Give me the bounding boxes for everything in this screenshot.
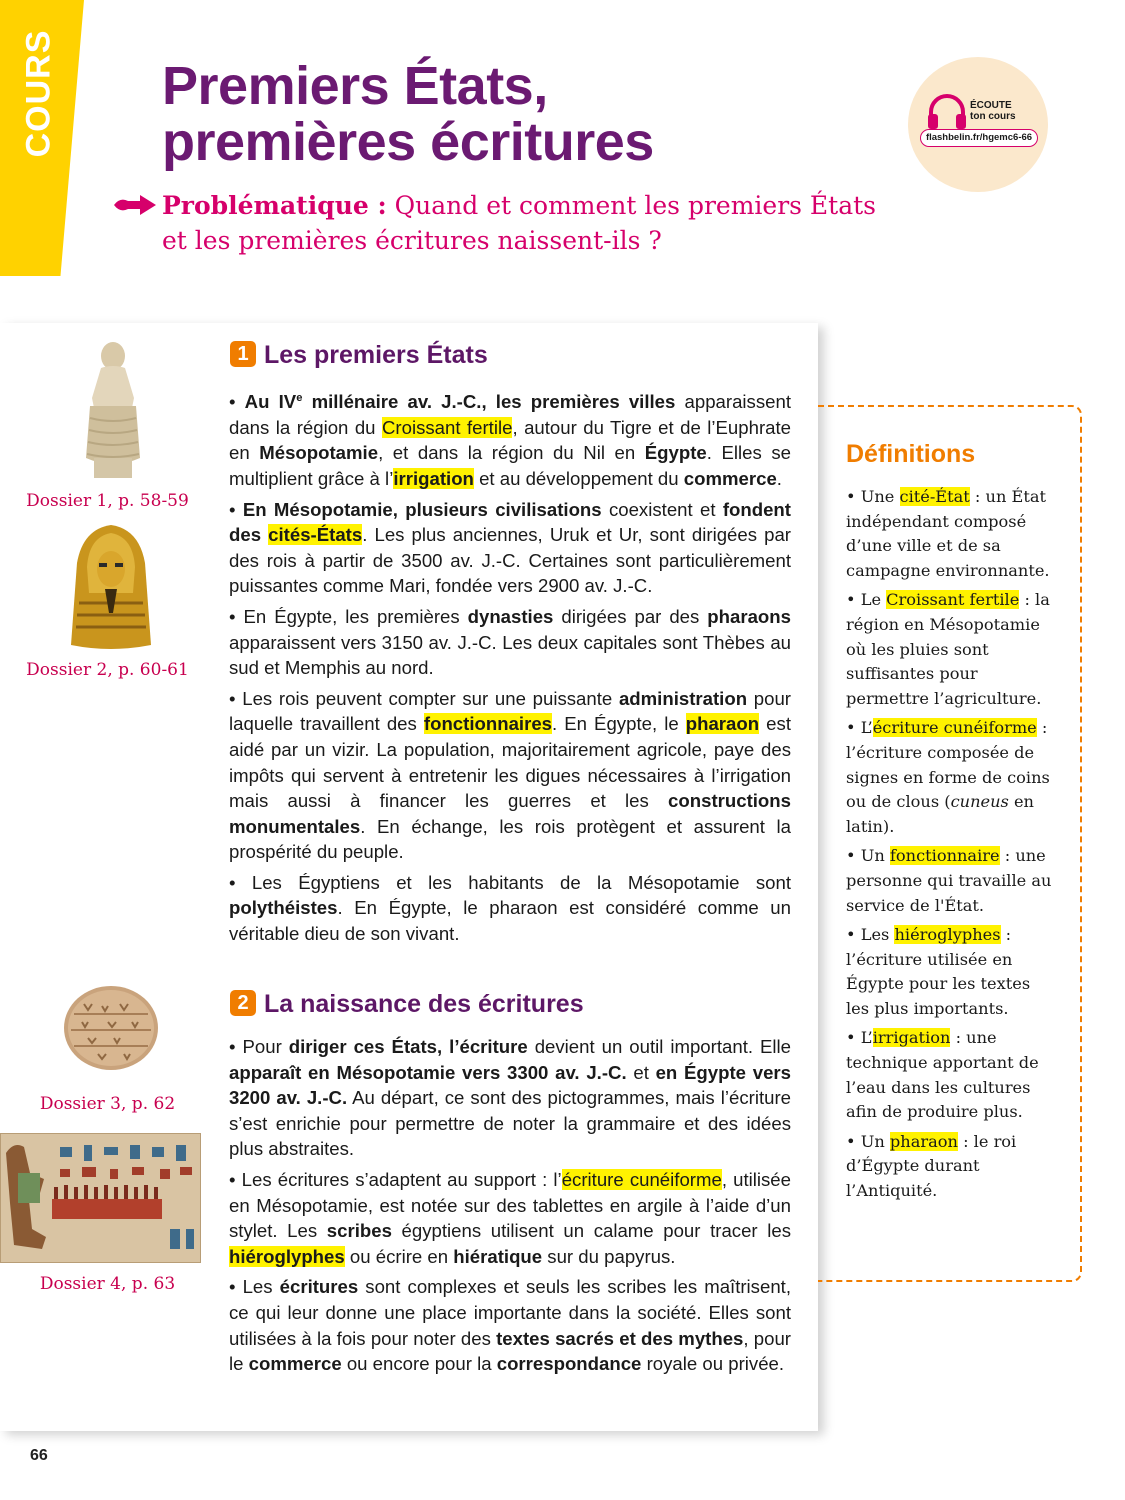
text-run: . Les plus anciennes, Uruk et Ur, sont dirigées par des rois à partir de 3500 av. J.-C. Certaines sont particulièrement puissantes comme Mari, fondée vers 2900 av. J.-C.	[229, 524, 791, 597]
section-2-number: 2	[230, 990, 256, 1016]
text-run: , pour le	[229, 1327, 791, 1375]
paragraph	[229, 604, 791, 681]
problematique-label: Problématique :	[162, 191, 387, 220]
section-2-title: La naissance des écritures	[264, 990, 584, 1018]
text-run: • Une	[846, 487, 900, 506]
bold-text: En Mésopotamie, plusieurs civilisations	[242, 498, 602, 520]
bold-text: commerce	[248, 1353, 342, 1375]
definitions-list	[846, 485, 1052, 1209]
audio-link[interactable]: flashbelin.fr/hgemc6-66	[920, 129, 1038, 147]
page-number: 66	[30, 1447, 48, 1464]
highlighted-term: pharaon	[685, 713, 760, 735]
text-run: : la région en Mésopotamie où les pluies sont suffisantes pour permettre l’agriculture.	[846, 590, 1050, 708]
bold-text: apparaît en Mésopotamie vers 3300 av. J.-C.	[229, 1061, 627, 1083]
highlighted-term: écriture cunéiforme	[561, 1168, 722, 1190]
bold-text: Égypte	[644, 442, 707, 464]
text-run: : une technique apportant de l’eau dans les cultures afin de produire plus.	[846, 1028, 1039, 1122]
highlighted-term: fonctionnaire	[889, 846, 1000, 866]
cours-label: COURS	[19, 29, 58, 158]
text-run: .	[776, 467, 782, 489]
text-run: • L’	[846, 1028, 873, 1048]
text-run: et au développement du	[473, 467, 684, 489]
definition-item	[846, 485, 1052, 583]
highlighted-term: irrigation	[393, 467, 474, 489]
dossier-4-caption[interactable]: Dossier 4, p. 63	[39, 1274, 176, 1294]
bold-text: e	[296, 392, 303, 404]
paragraph	[229, 386, 791, 492]
bold-text: hiératique	[453, 1245, 543, 1267]
text-run: en latin).	[846, 792, 1034, 836]
text-run: : le roi d’Égypte durant l’Antiquité.	[846, 1131, 1017, 1201]
definition-item	[846, 1026, 1052, 1124]
bold-text: commerce	[683, 467, 777, 489]
bold-text: dynasties	[467, 605, 554, 627]
text-run: cuneus	[950, 792, 1009, 812]
text-run: Au départ, ce sont des pictogrammes, mais l’écriture s’est enrichie pour permettre de noter la grammaire et des idées plus abstraites.	[229, 1087, 791, 1160]
headphones-icon	[926, 93, 968, 131]
text-run: ou écrire en	[344, 1245, 454, 1267]
text-run: • L’	[846, 718, 873, 738]
paragraph	[229, 1034, 791, 1162]
text-run: ou encore pour la	[341, 1353, 497, 1375]
highlighted-term: pharaon	[889, 1131, 958, 1151]
text-run: • Les Égyptiens et les habitants de la Mésopotamie sont	[229, 871, 791, 893]
text-run: , autour du Tigre et de l’Euphrate en	[229, 416, 791, 464]
bold-text: fondent des	[229, 498, 791, 546]
highlighted-term: Croissant fertile	[381, 416, 513, 438]
text-run: sont complexes et seuls les scribes les maîtrisent, ce qui leur donne une place importante dans la société. Elles sont utilisées à la fois pour noter des	[229, 1276, 791, 1349]
text-run: • Le	[846, 590, 887, 610]
text-run: •	[229, 391, 245, 413]
bold-text: en Égypte vers 3200 av. J.-C.	[229, 1061, 792, 1109]
bold-text: Au IV	[244, 391, 297, 413]
paragraph	[229, 1167, 791, 1269]
definition-item	[846, 588, 1052, 711]
title-line-2: premières écritures	[162, 112, 654, 172]
text-run: égyptiens utilisent un calame pour tracer les	[391, 1220, 792, 1242]
bold-text: correspondance	[496, 1353, 642, 1375]
audio-title: ÉCOUTE	[970, 100, 1012, 111]
statue-icon	[76, 338, 150, 481]
dossier-3-caption[interactable]: Dossier 3, p. 62	[39, 1094, 176, 1114]
text-run: . En Égypte, le pharaon est considéré comme un véritable dieu de son vivant.	[229, 897, 791, 945]
text-run: coexistent et	[601, 498, 723, 520]
text-run: sur du papyrus.	[542, 1245, 676, 1267]
text-run: , utilisée en Mésopotamie, est notée sur des tablettes en argile à l’aide d’un stylet. Les	[229, 1168, 791, 1242]
text-run: devient un outil important. Elle	[527, 1036, 791, 1057]
definition-item	[846, 844, 1052, 918]
text-run: • Un	[846, 1131, 890, 1151]
text-run: apparaissent vers 3150 av. J.-C. Les deux capitales sont Thèbes au sud et Memphis au nord.	[229, 631, 791, 679]
definition-item	[846, 716, 1052, 839]
definitions-title: Définitions	[846, 440, 976, 468]
text-run: : l’écriture utilisée en Égypte pour les textes les plus importants.	[846, 925, 1031, 1018]
bold-text: écritures	[279, 1276, 359, 1298]
title-line-1: Premiers États,	[162, 56, 548, 116]
audio-badge[interactable]	[908, 57, 1048, 192]
bold-text: millénaire av. J.-C., les premières villes	[302, 391, 676, 413]
text-run: • Les rois peuvent compter sur une puissante	[229, 687, 619, 709]
text-run: apparaissent dans la région du	[229, 391, 791, 438]
bold-text: pharaons	[707, 605, 791, 627]
section-2-text	[229, 1034, 791, 1382]
section-2-heading	[230, 990, 584, 1019]
text-run: dirigées par des	[553, 605, 708, 627]
bold-text: textes sacrés et des mythes	[496, 1327, 744, 1349]
paragraph	[229, 1274, 791, 1376]
text-run: . En échange, les rois protègent et assurent la prospérité du peuple.	[229, 815, 791, 863]
highlighted-term: écriture cunéiforme	[872, 718, 1037, 738]
problematique-text: Quand et comment les premiers États et les premières écritures naissent-ils ?	[162, 191, 876, 255]
highlighted-term: fonctionnaires	[423, 713, 552, 735]
bold-text: diriger ces États, l’écriture	[288, 1036, 528, 1057]
text-run: • Les	[846, 925, 895, 945]
bold-text: Mésopotamie	[259, 442, 379, 464]
text-run: royale ou privée.	[641, 1353, 785, 1375]
section-1-text	[229, 386, 791, 952]
text-run: • Pour	[229, 1036, 289, 1057]
pharaoh-mask-icon	[69, 523, 153, 650]
text-run: . En Égypte, le	[552, 713, 686, 735]
text-run: . Elles se multiplient grâce à l’	[229, 442, 791, 489]
section-1-heading	[230, 341, 488, 370]
bold-text: polythéistes	[229, 897, 338, 919]
section-1-number: 1	[230, 341, 256, 367]
dossier-2-caption[interactable]: Dossier 2, p. 60-61	[26, 660, 189, 680]
bold-text: constructions monumentales	[229, 790, 791, 837]
highlighted-term: Croissant fertile	[886, 590, 1020, 610]
paragraph	[229, 870, 791, 947]
text-run: , et dans la région du Nil en	[378, 442, 645, 464]
text-run: est aidé par un vizir. La population, majoritairement agricole, paye des impôts qui servent à entretenir les digues nécessaires à l’irrigation mais aussi à financer les guerres et les	[229, 713, 791, 812]
highlighted-term: hiéroglyphes	[229, 1245, 345, 1267]
highlighted-term: hiéroglyphes	[894, 925, 1001, 945]
section-1-title: Les premiers États	[264, 341, 488, 369]
paragraph	[229, 686, 791, 865]
definition-item	[846, 1130, 1052, 1204]
text-run: •	[229, 498, 243, 520]
audio-subtitle: ton cours	[970, 111, 1016, 122]
dossier-1-caption[interactable]: Dossier 1, p. 58-59	[26, 491, 189, 511]
text-run: pour laquelle travaillent des	[229, 687, 791, 735]
highlighted-term: cité-État	[899, 487, 970, 506]
text-run: : un État indépendant composé d’une ville et de sa campagne environnante.	[846, 487, 1050, 580]
arrow-right-icon	[112, 193, 158, 217]
page-title	[162, 58, 654, 170]
definition-item	[846, 923, 1052, 1021]
text-run: : l’écriture composée de signes en forme de coins ou de clous (	[846, 718, 1050, 812]
hieroglyph-fresco-icon	[0, 1133, 201, 1263]
paragraph	[229, 497, 791, 599]
bold-text: administration	[618, 687, 748, 709]
problematique	[162, 188, 902, 258]
text-run: • En Égypte, les premières	[229, 605, 468, 627]
highlighted-term: irrigation	[872, 1028, 951, 1048]
highlighted-term: cités-États	[268, 524, 363, 546]
text-run: • Un	[846, 846, 890, 866]
text-run: • Les écritures s’adaptent au support : l’	[229, 1168, 562, 1190]
text-run: • Les	[229, 1276, 280, 1298]
text-run: : une personne qui travaille au service de l'État.	[846, 846, 1052, 915]
clay-tablet-icon	[62, 984, 160, 1072]
text-run: et	[626, 1061, 656, 1083]
bold-text: scribes	[326, 1220, 392, 1242]
